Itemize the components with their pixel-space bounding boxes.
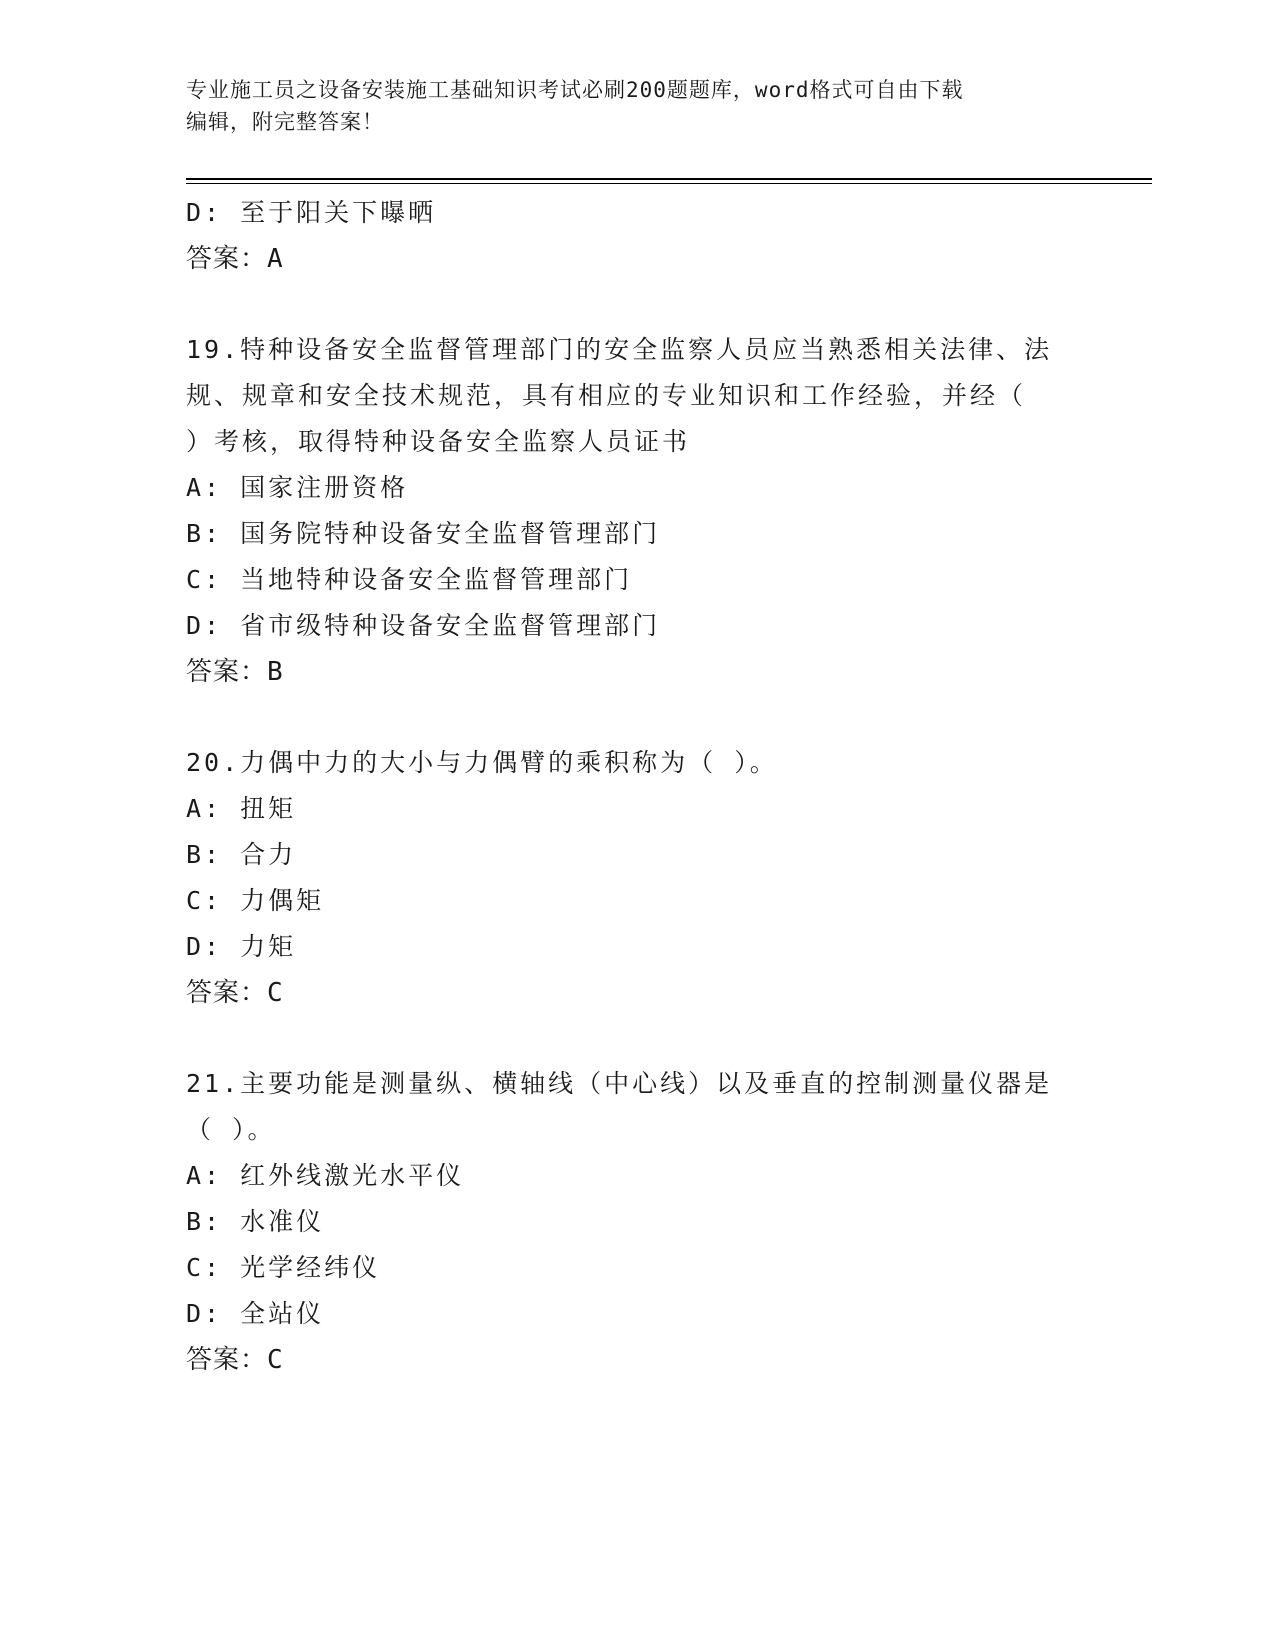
question-stem-line: ）考核，取得特种设备安全监察人员证书 xyxy=(186,427,691,456)
option-a: A: 扭矩 xyxy=(186,794,297,823)
document-header xyxy=(186,74,1066,138)
question-20 xyxy=(186,740,1086,1016)
spacer xyxy=(186,695,1086,740)
question-stem-line: 规、规章和安全技术规范，具有相应的专业知识和工作经验，并经（ xyxy=(186,381,1027,410)
question-21 xyxy=(186,1061,1086,1383)
spacer xyxy=(186,1016,1086,1061)
option-c: C: 力偶矩 xyxy=(186,886,325,915)
option-d: D: 全站仪 xyxy=(186,1299,325,1328)
spacer xyxy=(186,282,1086,327)
option-c: C: 光学经纬仪 xyxy=(186,1253,381,1282)
question-stem-line: （ ）。 xyxy=(186,1115,276,1144)
option-a: A: 国家注册资格 xyxy=(186,473,409,502)
answer: 答案：A xyxy=(186,244,284,274)
option-b: B: 水准仪 xyxy=(186,1207,325,1236)
question-stem-line: 20.力偶中力的大小与力偶臂的乘积称为（ ）。 xyxy=(186,748,778,777)
option-d: D: 至于阳关下曝晒 xyxy=(186,198,437,227)
answer: 答案：C xyxy=(186,1345,284,1375)
option-d: D: 力矩 xyxy=(186,932,297,961)
answer: 答案：B xyxy=(186,657,284,687)
option-b: B: 合力 xyxy=(186,840,297,869)
header-divider-top xyxy=(186,178,1152,180)
question-stem-line: 21.主要功能是测量纵、横轴线（中心线）以及垂直的控制测量仪器是 xyxy=(186,1069,1053,1098)
question-19 xyxy=(186,327,1086,695)
option-b: B: 国务院特种设备安全监督管理部门 xyxy=(186,519,661,548)
option-d: D: 省市级特种设备安全监督管理部门 xyxy=(186,611,661,640)
option-a: A: 红外线激光水平仪 xyxy=(186,1161,465,1190)
question-list xyxy=(186,190,1086,1383)
question-stem-line: 19.特种设备安全监督管理部门的安全监察人员应当熟悉相关法律、法 xyxy=(186,335,1053,364)
header-divider-bottom xyxy=(186,183,1152,184)
question-18-tail xyxy=(186,190,1086,282)
header-title-line-1: 专业施工员之设备安装施工基础知识考试必刷200题题库，word格式可自由下载 xyxy=(186,78,964,102)
header-title-line-2: 编辑，附完整答案！ xyxy=(186,110,384,134)
answer: 答案：C xyxy=(186,978,284,1008)
option-c: C: 当地特种设备安全监督管理部门 xyxy=(186,565,633,594)
